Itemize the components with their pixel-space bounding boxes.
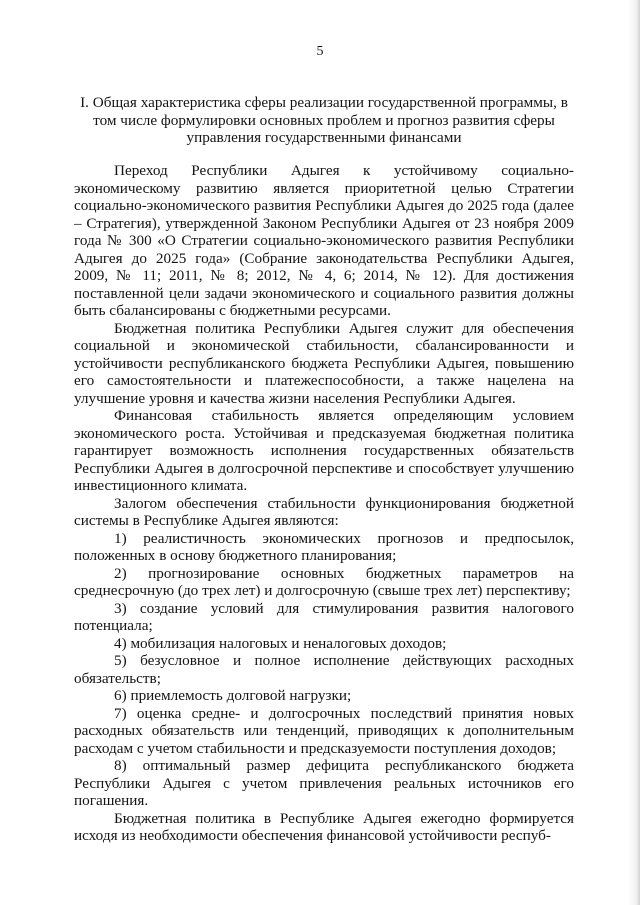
paragraph-annual-policy: Бюджетная политика в Республике Адыгея ежегодно формируется исходя из необходимости обеспечения финансовой устойчивости респуб- <box>74 809 574 844</box>
paragraph-financial-stability: Финансовая стабильность является определяющим условием экономического роста. Устойчивая и предсказуемая бюджетная политика гарантирует возможность исполнения государственных обязательств Республики Адыгея в долгосрочной перспективе и способствует улучшению инвестиционного климата. <box>74 407 574 494</box>
list-item-8: 8) оптимальный размер дефицита республиканского бюджета Республики Адыгея с учетом привлечения реальных источников его погашения. <box>74 757 574 809</box>
list-item-7: 7) оценка средне- и долгосрочных последствий принятия новых расходных обязательств или тенденций, приводящих к дополнительным расходам с учетом стабильности и предсказуемости поступления доходов; <box>74 704 574 757</box>
list-item-1: 1) реалистичность экономических прогнозов и предпосылок, положенных в основу бюджетного планирования; <box>74 529 574 564</box>
page-number: 5 <box>316 44 324 59</box>
paragraph-budget-policy: Бюджетная политика Республики Адыгея служит для обеспечения социальной и экономической стабильности, сбалансированности и устойчивости республиканского бюджета Республики Адыгея, повышению его самостоятельности и платежеспособности, а также нацелена на улучшение уровня и качества жизни населения Республики Адыгея. <box>74 319 574 407</box>
section-heading-line: I. Общая характеристика сферы реализации государственной программы, в <box>80 94 568 111</box>
list-item-5: 5) безусловное и полное исполнение действующих расходных обязательств; <box>74 652 574 687</box>
document-body <box>74 162 574 845</box>
list-item-6: 6) приемлемость долговой нагрузки; <box>114 687 352 704</box>
paragraph-intro: Переход Республики Адыгея к устойчивому социально-экономическому развитию является приоритетной целью Стратегии социально-экономического развития Республики Адыгея до 2025 года (далее – Стратегия), утвержденной Законом Республики Адыгея от 23 ноября 2009 года № 300 «О Стратегии социально-экономического развития Республики Адыгея до 2025 года» (Собрание законодательства Республики Адыгея, 2009, № 11; 2011, № 8; 2012, № 4, 6; 2014, № 12). Для достижения поставленной цели задачи экономического и социального развития должны быть сбалансированы с бюджетными ресурсами. <box>74 162 574 319</box>
section-heading-line: управления государственными финансами <box>186 129 462 146</box>
section-heading <box>74 94 574 147</box>
list-item-3: 3) создание условий для стимулирования развития налогового потенциала; <box>74 599 574 634</box>
section-heading-line: том числе формулировки основных проблем и прогноз развития сферы <box>93 111 555 129</box>
paragraph-stability-guarantees: Залогом обеспечения стабильности функционирования бюджетной системы в Республике Адыгея являются: <box>74 494 574 529</box>
list-item-2: 2) прогнозирование основных бюджетных параметров на среднесрочную (до трех лет) и долгосрочную (свыше трех лет) перспективу; <box>74 564 574 599</box>
list-item-4: 4) мобилизация налоговых и неналоговых доходов; <box>114 634 447 652</box>
page-edge-shadow <box>628 0 640 905</box>
